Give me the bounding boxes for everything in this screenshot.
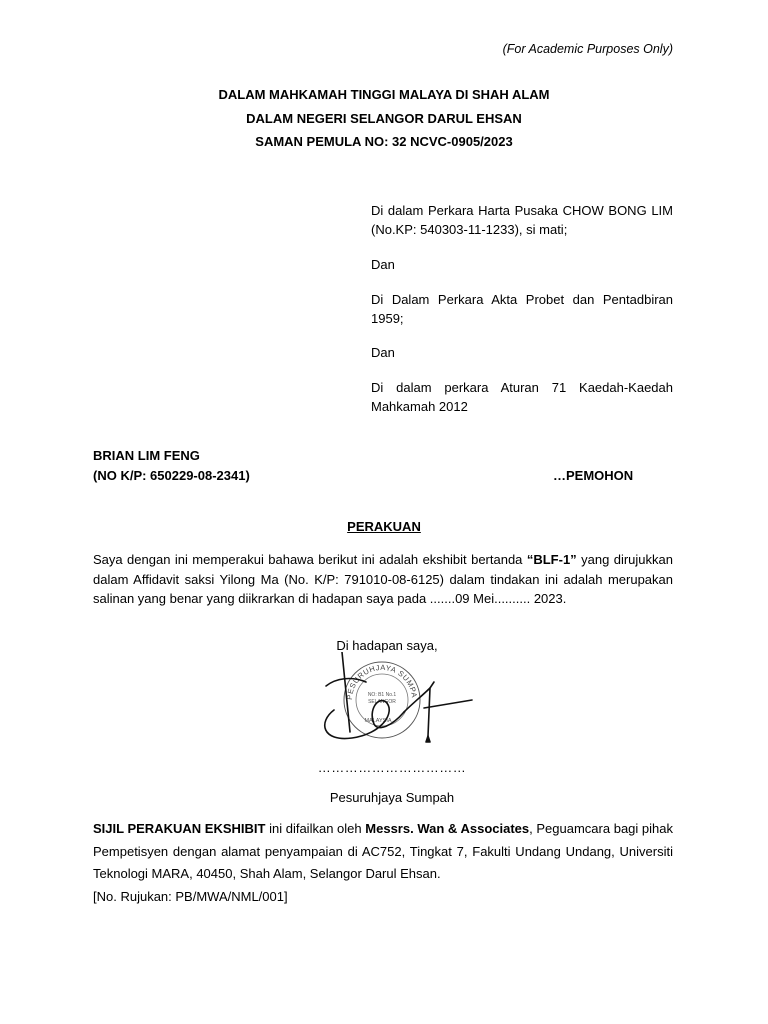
exhibit-mark: “BLF-1” [526,552,577,567]
applicant-ic: (NO K/P: 650229-08-2341) [93,468,250,483]
academic-note: (For Academic Purposes Only) [502,42,673,56]
case-number: SAMAN PEMULA NO: 32 NCVC-0905/2023 [255,134,513,149]
commissioner-title: Pesuruhjaya Sumpah [329,790,455,805]
stamp-inner-line-2: SELANGOR [368,699,396,705]
matter-and-1: Dan [371,257,395,272]
stamp-seal [312,652,482,752]
certificate-text-1: ini difailkan oleh [265,821,366,836]
stamp-bottom-text: MALAYSIA [364,718,392,724]
reference-number: [No. Rujukan: PB/MWA/NML/001] [93,889,288,904]
certificate-text-2: , Peguamcara bagi pihak Pempetisyen dengan alamat penyampaian di AC752, Tingkat 7, Fakulti Undang Undang, Universiti Teknologi MARA, 40450, Shah Alam, Selangor Darul Ehsan. [93,821,674,881]
signature-line: …………………………… [317,760,467,775]
court-state: DALAM NEGERI SELANGOR DARUL EHSAN [246,111,522,126]
matter-estate: Di dalam Perkara Harta Pusaka CHOW BONG LIM (No.KP: 540303-11-1233), si mati; [371,203,673,237]
matter-court-rules: Di dalam perkara Aturan 71 Kaedah-Kaedah Mahkamah 2012 [371,380,673,414]
certificate-paragraph [93,818,673,886]
commissioner-stamp-signature [312,652,482,752]
stamp-inner-line-1: NO: B1 No.1 [367,692,397,698]
law-firm-name: Messrs. Wan & Associates [365,821,530,836]
certificate-title: SIJIL PERAKUAN EKSHIBIT [93,821,266,836]
matter-and-2: Dan [371,345,395,360]
matter-probate-act: Di Dalam Perkara Akta Probet dan Pentadbiran 1959; [371,292,673,326]
before-me-label: Di hadapan saya, [336,638,438,653]
stamp-ring-text: PESURUHJAYA SUMPA [344,662,420,701]
court-title: DALAM MAHKAMAH TINGGI MALAYA DI SHAH ALAM [218,87,550,102]
declaration-text-1: Saya dengan ini memperakui bahawa berikut ini adalah ekshibit bertanda [93,552,527,567]
applicant-role: …PEMOHON [553,468,634,483]
section-heading: PERAKUAN [347,519,421,534]
declaration-paragraph [93,550,673,609]
declaration-text-2: yang dirujukkan dalam Affidavit saksi Yilong Ma (No. K/P: 791010-08-6125) dalam tindakan ini adalah merupakan salinan yang benar yang diikrarkan di hadapan saya pada .......09 Mei.......... 2023. [93,552,673,606]
applicant-name: BRIAN LIM FENG [93,448,200,463]
